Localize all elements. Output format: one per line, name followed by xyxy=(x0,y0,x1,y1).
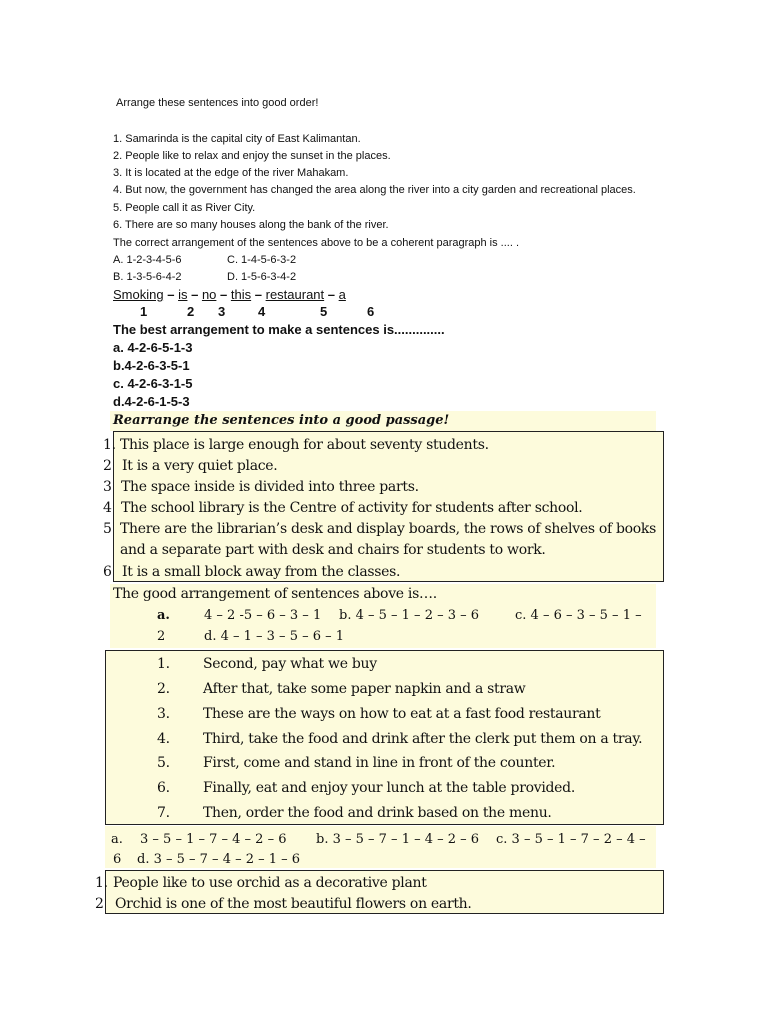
step-number: 3. xyxy=(157,706,170,722)
option-b-2: b.4-2-6-3-5-1 xyxy=(113,358,190,373)
option-c-cont-4: 6 xyxy=(113,852,122,867)
passage-line: It is a small block away from the classes. xyxy=(122,564,401,580)
passage-line: There are the librarian’s desk and display boards, the rows of shelves of books xyxy=(120,521,657,537)
option-d-3: d. 4 – 1 – 3 – 5 – 6 – 1 xyxy=(204,629,345,644)
question-text-2: The best arrangement to make a sentences is.............. xyxy=(113,322,445,337)
step-number: 2. xyxy=(157,681,170,697)
passage-line: The school library is the Centre of activity for students after school. xyxy=(121,500,583,516)
step-text: After that, take some paper napkin and a straw xyxy=(203,681,526,697)
step-text: First, come and stand in line in front of the counter. xyxy=(203,755,556,771)
word-number-5: 5 xyxy=(320,304,328,319)
sentence-6: 6. There are so many houses along the bank of the river. xyxy=(113,219,389,231)
line-number: 1. xyxy=(95,875,108,891)
passage-line: and a separate part with desk and chairs for students to work. xyxy=(120,542,546,558)
option-b: B. 1-3-5-6-4-2 xyxy=(113,271,182,283)
step-number: 4. xyxy=(157,731,170,747)
line-number: 5 xyxy=(103,521,112,537)
instruction-text: Arrange these sentences into good order! xyxy=(116,97,319,109)
option-d: D. 1-5-6-3-4-2 xyxy=(227,271,297,283)
section-title: Rearrange the sentences into a good passage! xyxy=(113,413,450,428)
option-c: C. 1-4-5-6-3-2 xyxy=(227,254,297,266)
option-a: A. 1-2-3-4-5-6 xyxy=(113,254,182,266)
option-b-4: b. 3 – 5 – 7 – 1 – 4 – 2 – 6 xyxy=(316,832,480,847)
option-a-4: 3 – 5 – 1 – 7 – 4 – 2 – 6 xyxy=(140,832,287,847)
orchid-line: People like to use orchid as a decorative plant xyxy=(113,875,427,891)
word-number-1: 1 xyxy=(140,304,148,319)
line-number: 4 xyxy=(103,500,112,516)
scrambled-words xyxy=(113,287,346,302)
step-text: Third, take the food and drink after the clerk put them on a tray. xyxy=(203,731,643,747)
line-number: 2 xyxy=(103,458,112,474)
line-number: 2 xyxy=(95,896,104,912)
step-number: 5. xyxy=(157,755,170,771)
option-d-4: d. 3 – 5 – 7 – 4 – 2 – 1 – 6 xyxy=(137,852,301,867)
sentence-2: 2. People like to relax and enjoy the sunset in the places. xyxy=(113,150,391,162)
word-number-6: 6 xyxy=(367,304,375,319)
step-number: 6. xyxy=(157,780,170,796)
step-number: 1. xyxy=(157,656,170,672)
option-c-cont: 2 xyxy=(157,629,166,644)
option-b-3: b. 4 – 5 – 1 – 2 – 3 – 6 xyxy=(339,608,480,623)
line-number: 3 xyxy=(103,479,112,495)
option-a-3: 4 – 2 -5 – 6 – 3 – 1 xyxy=(204,608,322,623)
word-2: is xyxy=(178,287,188,302)
step-number: 7. xyxy=(157,805,170,821)
passage-line: It is a very quiet place. xyxy=(122,458,278,474)
dash: – xyxy=(254,287,262,302)
line-number: 1. xyxy=(103,437,116,453)
dash: – xyxy=(327,287,336,302)
word-number-4: 4 xyxy=(258,304,266,319)
passage-line: The space inside is divided into three parts. xyxy=(121,479,419,495)
sentence-1: 1. Samarinda is the capital city of East Kalimantan. xyxy=(113,133,361,145)
question-text: The correct arrangement of the sentences above to be a coherent paragraph is .... . xyxy=(113,237,520,249)
sentence-5: 5. People call it as River City. xyxy=(113,202,256,214)
word-6: a xyxy=(338,287,346,302)
option-c-3: c. 4 – 6 – 3 – 5 – 1 – xyxy=(515,608,642,623)
option-a-2: a. 4-2-6-5-1-3 xyxy=(113,340,193,355)
line-number: 6 xyxy=(103,564,112,580)
step-text: Then, order the food and drink based on the menu. xyxy=(203,805,552,821)
dash: – xyxy=(220,287,228,302)
option-a-label: a. xyxy=(157,608,170,623)
option-a-label-4: a. xyxy=(111,832,123,847)
option-c-4: c. 3 – 5 – 1 – 7 – 2 – 4 – xyxy=(496,832,646,847)
word-3: no xyxy=(201,287,217,302)
sentence-3: 3. It is located at the edge of the river Mahakam. xyxy=(113,167,349,179)
sentence-4: 4. But now, the government has changed the area along the river into a city garden and recreational places. xyxy=(113,184,636,196)
dash: – xyxy=(191,287,199,302)
orchid-line: Orchid is one of the most beautiful flowers on earth. xyxy=(115,896,472,912)
option-d-2: d.4-2-6-1-5-3 xyxy=(113,394,190,409)
question-text-3: The good arrangement of sentences above is…. xyxy=(113,586,437,602)
word-number-3: 3 xyxy=(218,304,226,319)
passage-line: This place is large enough for about seventy students. xyxy=(120,437,489,453)
word-4: this xyxy=(230,287,252,302)
dash: – xyxy=(167,287,175,302)
step-text: Finally, eat and enjoy your lunch at the table provided. xyxy=(203,780,575,796)
option-c-2: c. 4-2-6-3-1-5 xyxy=(113,376,193,391)
word-5: restaurant xyxy=(265,287,325,302)
step-text: These are the ways on how to eat at a fast food restaurant xyxy=(203,706,601,722)
word-1: Smoking xyxy=(113,287,164,302)
word-number-2: 2 xyxy=(187,304,195,319)
step-text: Second, pay what we buy xyxy=(203,656,377,672)
